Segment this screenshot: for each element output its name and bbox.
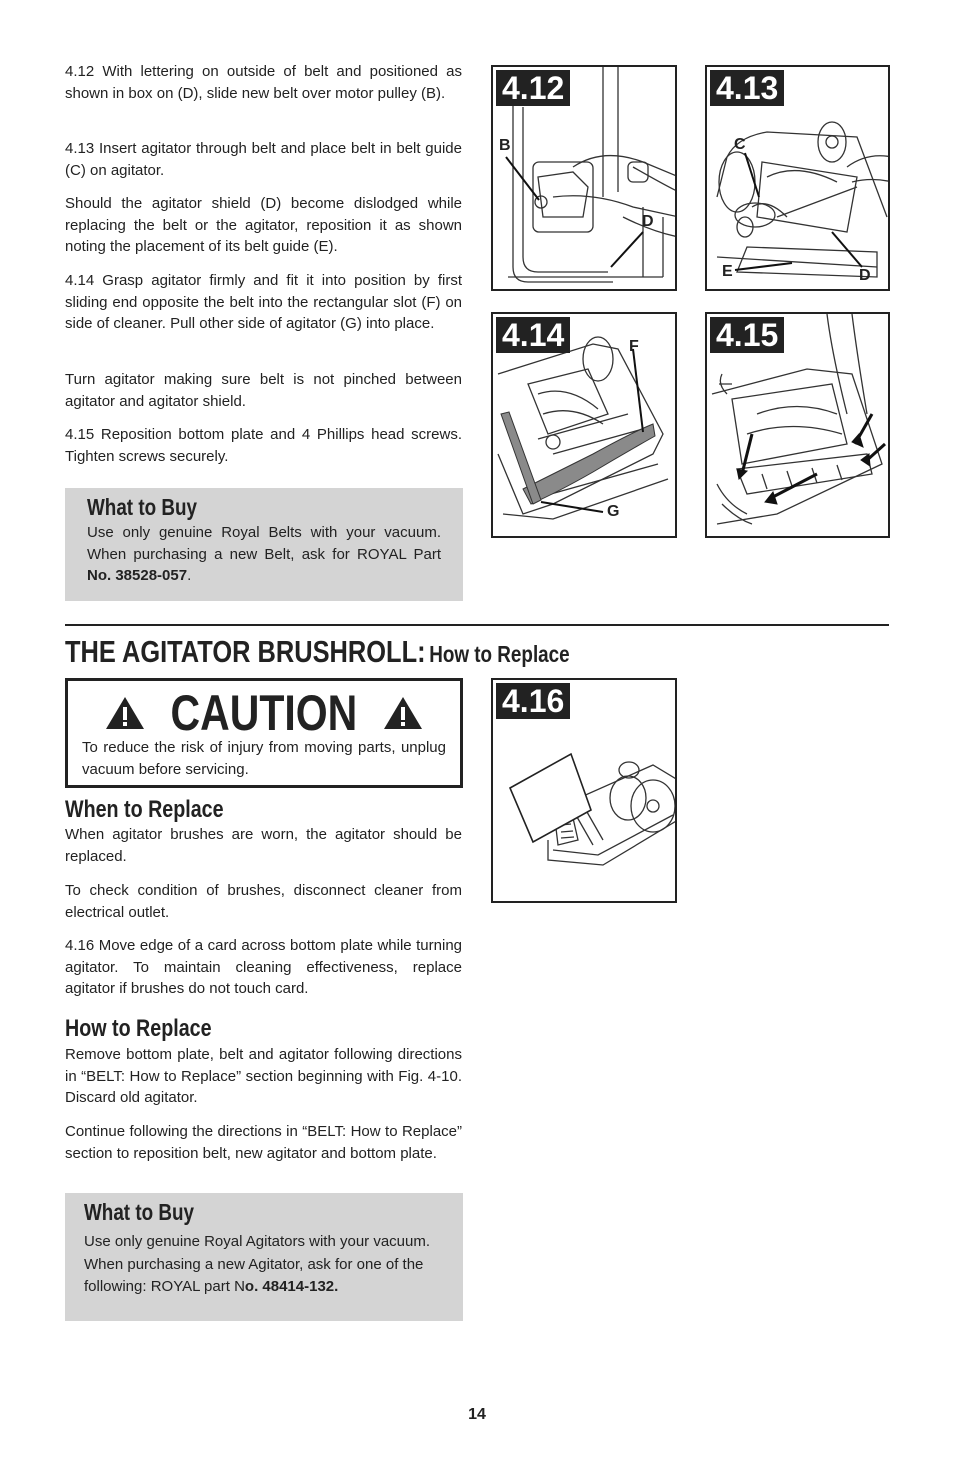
figure-4-13-number: 4.13 [710, 70, 784, 106]
when-to-replace-paragraph: To check condition of brushes, disconnect cleaner from electrical outlet. [65, 882, 462, 921]
when-to-replace-paragraph: 4.16 Move edge of a card across bottom plate while turning agitator. To maintain cleaning effectiveness, replace agitator if brushes do not touch card. [65, 937, 462, 997]
figure-4-16-number: 4.16 [496, 683, 570, 719]
figure-4-14-label-g: G [607, 503, 620, 520]
section-title [65, 634, 570, 670]
figure-4-12 [491, 65, 677, 291]
figure-4-12-number: 4.12 [496, 70, 570, 106]
figure-4-13 [705, 65, 890, 291]
caution-heading [68, 687, 460, 739]
figure-4-15-number: 4.15 [710, 317, 784, 353]
figure-4-14 [491, 312, 677, 538]
section-divider [65, 624, 889, 626]
caution-box [65, 678, 463, 788]
caution-text: To reduce the risk of injury from moving parts, unplug vacuum before servicing. [82, 739, 446, 778]
figure-4-16 [491, 678, 677, 903]
warning-triangle-icon [382, 695, 424, 731]
paragraph-4-12: 4.12 With lettering on outside of belt and positioned as shown in box on (D), slide new belt over motor pulley (B). [65, 63, 462, 102]
figure-4-13-label-c: C [734, 136, 746, 153]
what-to-buy-heading: What to Buy [84, 1199, 195, 1225]
paragraph-4-13: 4.13 Insert agitator through belt and place belt in belt guide (C) on agitator. [65, 140, 462, 179]
agitator-part-number: o. 48414-132. [244, 1278, 339, 1295]
figure-4-12-label-d: D [642, 213, 654, 230]
section-title-sub: How to Replace [429, 641, 570, 667]
figure-4-15 [705, 312, 890, 538]
how-to-replace-paragraph: Continue following the directions in “BELT: How to Replace” section to reposition belt, new agitator and bottom plate. [65, 1123, 462, 1162]
what-to-buy-heading: What to Buy [87, 494, 198, 520]
when-to-replace-paragraph: When agitator brushes are worn, the agitator should be replaced. [65, 826, 462, 865]
paragraph-4-15: 4.15 Reposition bottom plate and 4 Phillips head screws. Tighten screws securely. [65, 426, 462, 465]
what-to-buy-box-belts [65, 488, 463, 601]
figure-4-13-label-d: D [859, 267, 871, 284]
page-number: 14 [468, 1406, 486, 1423]
figure-4-12-label-b: B [499, 137, 511, 154]
figure-4-14-label-f: F [629, 338, 639, 355]
paragraph-4-14: 4.14 Grasp agitator firmly and fit it into position by first sliding end opposite the belt into the rectangular slot (F) on side of cleaner. Pull other side of agitator (G) into place. [65, 272, 462, 332]
how-to-replace-paragraph: Remove bottom plate, belt and agitator following directions in “BELT: How to Replace” section beginning with Fig. 4-10. Discard old agitator. [65, 1046, 462, 1106]
paragraph-turn-agitator: Turn agitator making sure belt is not pinched between agitator and agitator shield. [65, 371, 462, 410]
caution-word: CAUTION [170, 685, 358, 741]
belt-part-number: No. 38528-057 [87, 567, 188, 584]
what-to-buy-text: Use only genuine Royal Belts with your vacuum. When purchasing a new Belt, ask for ROYAL Part No. 38528-057. [87, 524, 441, 584]
what-to-buy-text: Use only genuine Royal Agitators with your vacuum. When purchasing a new Agitator, ask for one of the following: ROYAL part No. 48414-132. [84, 1233, 431, 1295]
figure-4-14-number: 4.14 [496, 317, 570, 353]
paragraph-shield: Should the agitator shield (D) become dislodged while replacing the belt or the agitator, reposition it as shown noting the placement of its belt guide (E). [65, 195, 462, 255]
how-to-replace-heading: How to Replace [65, 1015, 212, 1042]
warning-triangle-icon [104, 695, 146, 731]
when-to-replace-heading: When to Replace [65, 796, 224, 823]
section-title-main: THE AGITATOR BRUSHROLL: [65, 634, 426, 669]
what-to-buy-box-agitators [65, 1193, 463, 1321]
figure-4-13-label-e: E [722, 263, 733, 280]
